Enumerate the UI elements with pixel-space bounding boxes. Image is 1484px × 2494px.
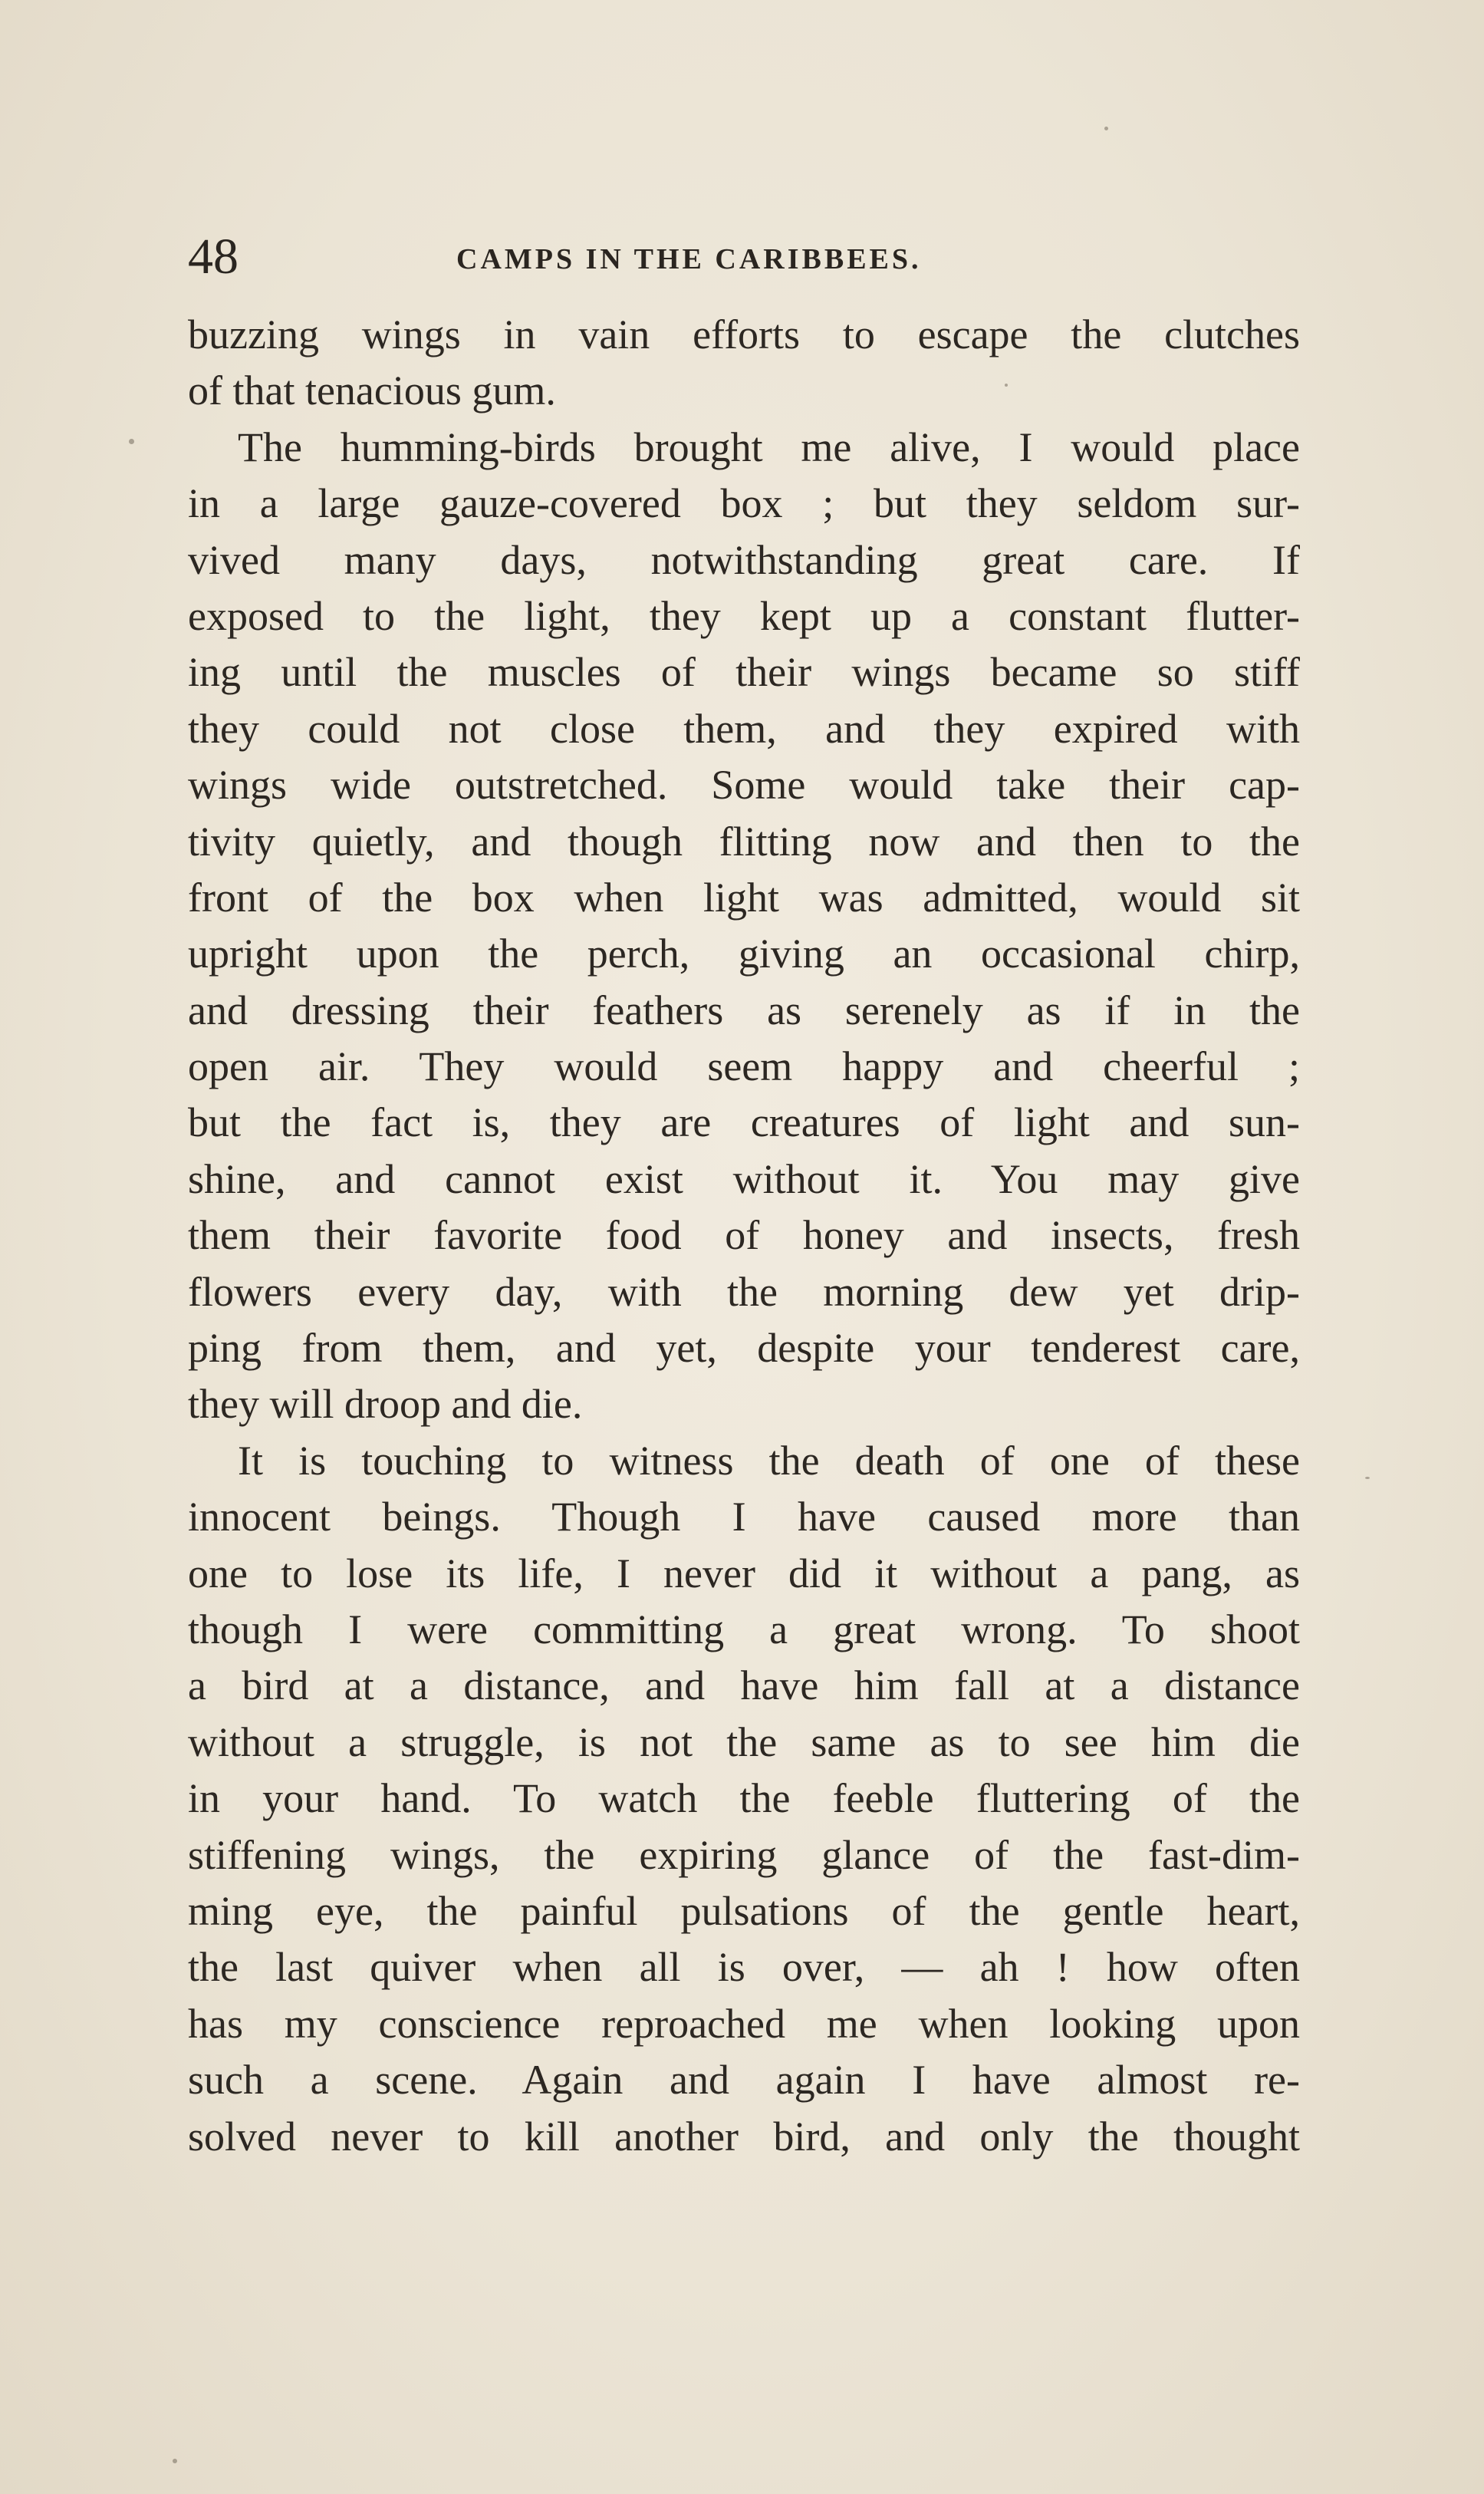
- text-line: they will droop and die.: [188, 1381, 583, 1428]
- text-line: though I were committing a great wrong. To shoot: [188, 1606, 1300, 1652]
- running-head: [188, 226, 1300, 288]
- text-line: ing until the muscles of their wings became so stiff: [188, 649, 1300, 696]
- text-line: exposed to the light, they kept up a constant flutter-: [188, 592, 1300, 639]
- text-line: and dressing their feathers as serenely as if in the: [188, 987, 1300, 1033]
- text-line: ming eye, the painful pulsations of the gentle heart,: [188, 1887, 1300, 1934]
- text-line: but the fact is, they are creatures of light and sun-: [188, 1099, 1300, 1146]
- text-line: stiffening wings, the expiring glance of the fast-dim-: [188, 1831, 1300, 1878]
- paper-speck: [1104, 127, 1108, 130]
- text-line: tivity quietly, and though flitting now and then to the: [188, 818, 1300, 865]
- text-line: shine, and cannot exist without it. You may give: [188, 1155, 1300, 1202]
- paper-speck: [1365, 1477, 1370, 1479]
- paper-speck: [129, 439, 134, 444]
- text-line: front of the box when light was admitted, would sit: [188, 874, 1300, 921]
- text-line: open air. They would seem happy and cheerful ;: [188, 1043, 1300, 1090]
- text-line: vived many days, notwithstanding great care. If: [188, 536, 1300, 583]
- text-line: in a large gauze-covered box ; but they seldom sur-: [188, 480, 1300, 527]
- text-line: without a struggle, is not the same as to see him die: [188, 1718, 1300, 1765]
- text-line: one to lose its life, I never did it without a pang, as: [188, 1550, 1300, 1596]
- text-line: of that tenacious gum.: [188, 367, 556, 414]
- text-line: ping from them, and yet, despite your tenderest care,: [188, 1325, 1300, 1372]
- text-line: upright upon the perch, giving an occasional chirp,: [188, 931, 1300, 977]
- text-line: the last quiver when all is over, — ah ! how often: [188, 1944, 1300, 1991]
- text-line: they could not close them, and they expired with: [188, 705, 1300, 752]
- text-line: flowers every day, with the morning dew yet drip-: [188, 1268, 1300, 1315]
- page-number: 48: [188, 229, 239, 285]
- paragraph-first-line: It is touching to witness the death of one of these: [238, 1437, 1300, 1484]
- body-text: [188, 307, 1300, 2165]
- text-line: a bird at a distance, and have him fall at a distance: [188, 1662, 1300, 1709]
- text-line: has my conscience reproached me when looking upon: [188, 2000, 1300, 2047]
- text-line: such a scene. Again and again I have almost re-: [188, 2057, 1300, 2104]
- text-line: buzzing wings in vain efforts to escape the clutches: [188, 311, 1300, 357]
- text-line: wings wide outstretched. Some would take their cap-: [188, 762, 1300, 809]
- text-line: them their favorite food of honey and insects, fresh: [188, 1212, 1300, 1259]
- text-line: innocent beings. Though I have caused more than: [188, 1494, 1300, 1540]
- text-line: in your hand. To watch the feeble fluttering of the: [188, 1775, 1300, 1822]
- running-title: CAMPS IN THE CARIBBEES.: [456, 243, 922, 275]
- text-line: solved never to kill another bird, and only the thought: [188, 2113, 1300, 2160]
- paragraph-first-line: The humming-birds brought me alive, I would place: [238, 423, 1300, 470]
- paper-speck: [1005, 384, 1008, 387]
- paper-speck: [173, 2459, 177, 2463]
